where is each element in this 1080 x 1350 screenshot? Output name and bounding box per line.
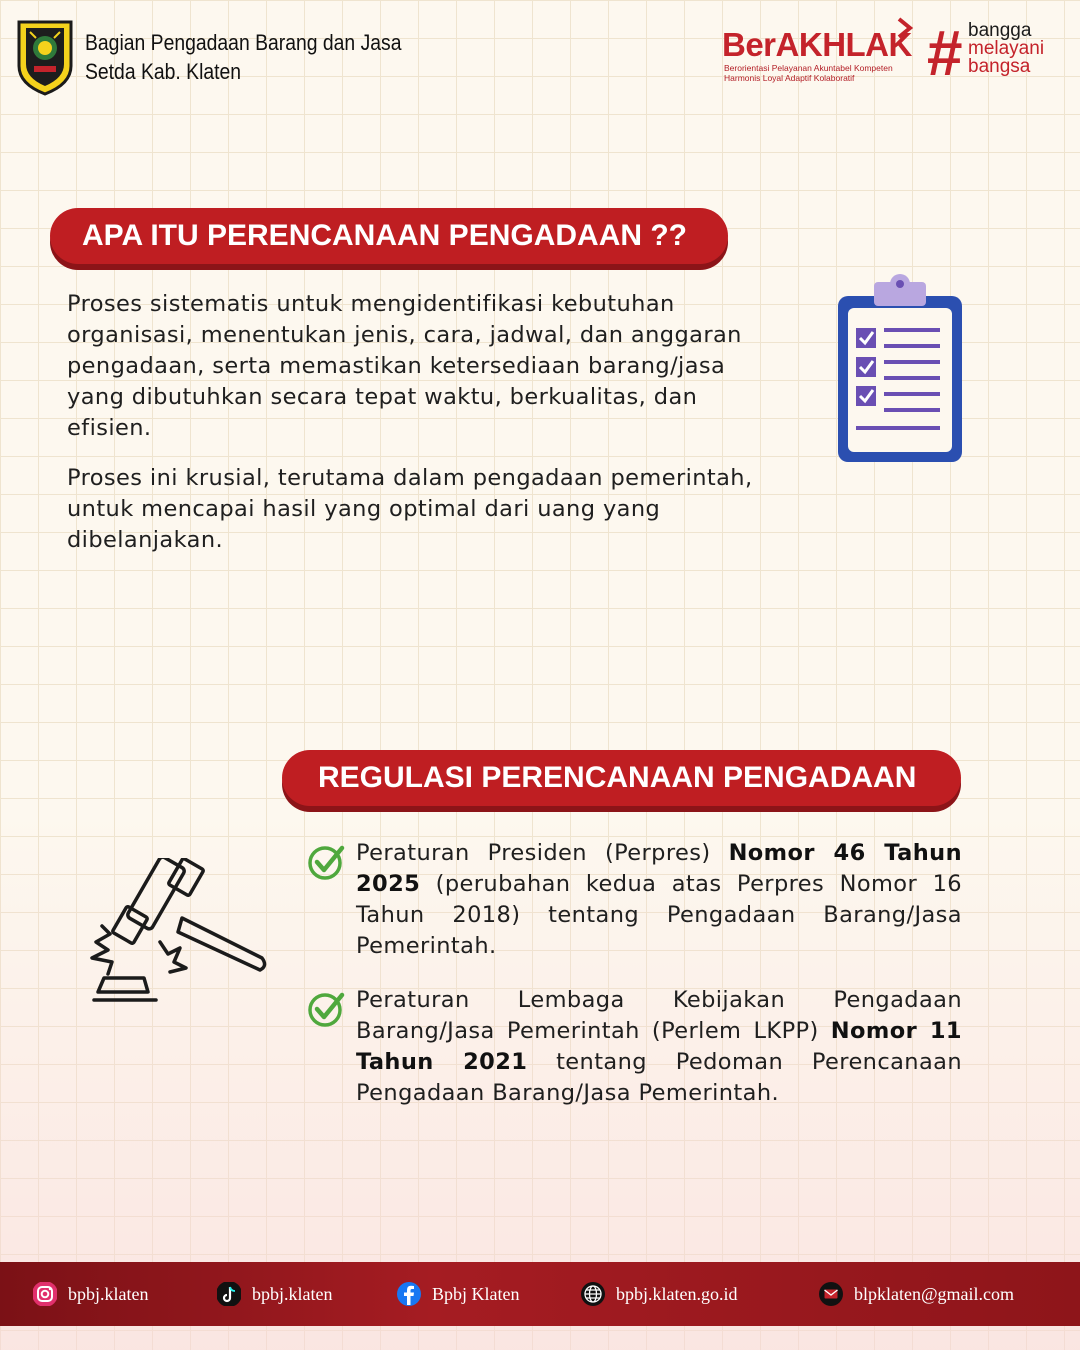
gavel-icon <box>82 858 272 1008</box>
instagram-handle: bpbj.klaten <box>68 1283 149 1304</box>
footer-facebook[interactable] <box>396 1262 520 1326</box>
berakhlak-logo <box>722 22 912 84</box>
section1-paragraph-1: Proses sistematis untuk mengidentifikasi kebutuhan organisasi, menentukan jenis, cara, jadwal, dan anggaran pengadaan, serta memastikan ketersediaan barang/jasa yang dibutuhkan secara tepat waktu, berkualitas, dan efisien. <box>67 291 742 441</box>
footer-website[interactable] <box>580 1262 737 1326</box>
organization-name <box>85 28 401 86</box>
email-icon <box>818 1281 844 1307</box>
footer-social-bar <box>0 1262 1080 1326</box>
berakhlak-subtitle-2: Harmonis Loyal Adaptif Kolaboratif <box>724 72 855 83</box>
org-line-1: Bagian Pengadaan Barang dan Jasa <box>85 30 402 55</box>
regulation-1-post: (perubahan kedua atas Perpres Nomor 16 Tahun 2018) tentang Pengadaan Barang/Jasa Pemerintah. <box>356 871 962 959</box>
facebook-icon <box>396 1281 422 1307</box>
footer-tiktok[interactable] <box>216 1262 332 1326</box>
regulation-1-number: Nomor 46 Tahun 2025 <box>356 840 962 897</box>
facebook-name: Bpbj Klaten <box>432 1283 520 1304</box>
berakhlak-subtitle-1: Berorientasi Pelayanan Akuntabel Kompeten <box>724 63 893 73</box>
footer-email[interactable] <box>818 1262 1014 1326</box>
bangga-word-1: bangga <box>968 20 1032 41</box>
regulation-2-number: Nomor 11 Tahun 2021 <box>356 1018 962 1075</box>
check-icon <box>306 842 346 882</box>
bangga-word-2: melayani <box>968 38 1045 59</box>
regulation-item-1 <box>306 838 962 962</box>
tiktok-icon <box>216 1281 242 1307</box>
bangga-word-3: bangsa <box>968 56 1031 77</box>
regulation-2-pre: Peraturan Lembaga Kebijakan Pengadaan Barang/Jasa Pemerintah (Perlem LKPP) <box>356 987 962 1044</box>
regulation-text-1 <box>356 838 962 962</box>
tiktok-handle: bpbj.klaten <box>252 1283 333 1304</box>
footer-instagram[interactable] <box>32 1262 148 1326</box>
berakhlak-subtitle <box>724 64 893 83</box>
check-icon <box>306 989 346 1029</box>
section1-paragraph-2: Proses ini krusial, terutama dalam pengadaan pemerintah, untuk mencapai hasil yang optimal dari uang yang dibelanjakan. <box>67 465 753 553</box>
regulation-2-post: tentang Pedoman Perencanaan Pengadaan Barang/Jasa Pemerintah. <box>356 1049 962 1106</box>
hashtag-icon: # <box>926 17 962 89</box>
email-address: blpklaten@gmail.com <box>854 1283 1015 1304</box>
globe-icon <box>580 1281 606 1307</box>
regulation-1-pre: Peraturan Presiden (Perpres) <box>356 840 729 866</box>
regulation-item-2 <box>306 985 962 1109</box>
website-url: bpbj.klaten.go.id <box>616 1283 738 1304</box>
section1-title-banner <box>50 208 728 264</box>
org-line-2: Setda Kab. Klaten <box>85 59 242 84</box>
chevron-right-icon <box>896 16 914 40</box>
bangga-melayani-bangsa-logo <box>926 17 1066 89</box>
clipboard-checklist-icon <box>836 272 964 464</box>
berakhlak-title: BerAKHLAK <box>722 26 912 63</box>
logo-shield-icon <box>16 18 74 96</box>
regulation-text-2 <box>356 985 962 1109</box>
section2-title: REGULASI PERENCANAAN PENGADAAN <box>318 761 917 794</box>
section1-title: APA ITU PERENCANAAN PENGADAAN ?? <box>82 219 688 252</box>
section2-title-banner <box>282 750 961 806</box>
instagram-icon <box>32 1281 58 1307</box>
